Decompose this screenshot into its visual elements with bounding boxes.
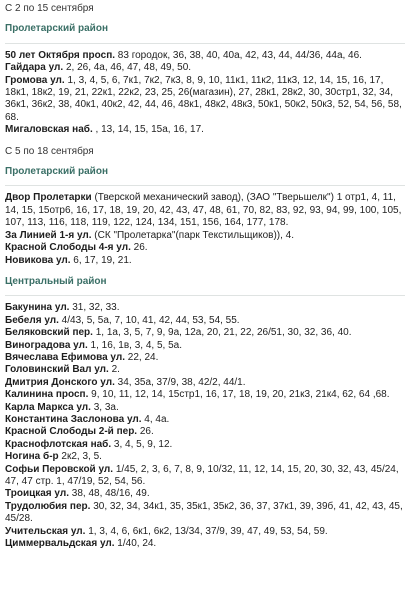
address-entry [5,538,405,550]
house-numbers: 31, 32, 33. [69,302,120,314]
spacer [5,137,405,146]
house-numbers: 1, 16, 1в, 3, 4, 5, 5а. [87,339,182,351]
address-entry [5,302,405,314]
street-name: Софьи Перовской ул. [5,463,114,475]
house-numbers: 22, 24. [124,351,159,363]
address-entry [5,242,405,254]
address-entry [5,488,405,500]
house-numbers: 4/43, 5, 5а, 7, 10, 41, 42, 44, 53, 54, 55. [58,314,240,326]
house-numbers: 1, 3, 4, 5, 6, 7к1, 7к2, 7к3, 8, 9, 10, 11к1, 11к2, 11к3, 12, 14, 15, 16, 17, 18к1, 18к2, 19, 21, 22к1, 22к2, 23, 25, 26(магазин), 27, 28к1, 28к2, 30, 30стр1, 32, 34, 36к1, 36к2, 38, 40к1, 40к2, 42, 44, 46, 48к1, 48к2, 48к3, 50к1, 50к2, 50к3, 52, 54, 56, 58, 68. [5,74,402,123]
address-entry [5,230,405,242]
street-name: Беляковский пер. [5,327,93,339]
house-numbers: 2. [108,364,120,376]
street-name: Бебеля ул. [5,314,59,326]
address-entry [5,192,405,229]
divider [5,295,405,296]
address-entry [5,402,405,414]
street-name: 50 лет Октября просп. [5,49,116,61]
street-name: Карла Маркса ул. [5,401,91,413]
street-name: Бакунина ул. [5,302,70,314]
street-name: Новикова ул. [5,254,71,266]
street-name: Двор Пролетарки [5,192,92,204]
address-entry [5,526,405,538]
divider [5,185,405,186]
address-entry [5,377,405,389]
house-numbers: 83 городок, 36, 38, 40, 40а, 42, 43, 44, 44/36, 44а, 46. [115,49,362,61]
district-heading: Пролетарский район [5,23,108,35]
house-numbers: 34, 35а, 37/9, 38, 42/2, 44/1. [114,376,246,388]
address-entry [5,451,405,463]
street-name: Учительская ул. [5,525,86,537]
house-numbers: , 13, 14, 15, 15а, 16, 17. [92,124,204,136]
period-heading: С 5 по 18 сентября [5,145,94,157]
district-heading: Пролетарский район [5,166,108,178]
house-numbers: 1, 1а, 3, 5, 7, 9, 9а, 12а, 20, 21, 22, 26/51, 30, 32, 36, 40. [92,327,352,339]
street-name: Трудолюбия пер. [5,500,91,512]
address-entry [5,50,405,62]
house-numbers: 1/40, 24. [114,538,157,550]
street-name: Мигаловская наб. [5,124,93,136]
address-entry [5,75,405,125]
house-numbers: 9, 10, 11, 12, 14, 15стр1, 16, 17, 18, 19, 20, 21к3, 21к4, 62, 64 ,68. [88,389,390,401]
address-entry [5,439,405,451]
spacer [5,267,405,276]
address-entry [5,124,405,136]
street-name: Дмитрия Донского ул. [5,376,115,388]
address-entry [5,364,405,376]
house-numbers: 1/45, 2, 3, 6, 7, 8, 9, 10/32, 11, 12, 14, 15, 20, 30, 32, 43, 45/24, 47, 47 стр. 1, 47/19, 52, 54, 56. [5,463,399,487]
house-numbers: (СК "Пролетарка"(парк Текстильщиков)), 4. [91,229,295,241]
street-name: Красной Слободы 4-я ул. [5,242,131,254]
street-name: Краснофлотская наб. [5,438,112,450]
house-numbers: 2к2, 3, 5. [58,451,102,463]
street-name: За Линией 1-я ул. [5,229,92,241]
street-name: Циммервальдская ул. [5,538,115,550]
street-name: Вячеслава Ефимова ул. [5,351,125,363]
house-numbers: 3, 4, 5, 9, 12. [111,438,173,450]
house-numbers: 26. [137,426,154,438]
district-heading: Центральный район [5,275,107,287]
address-entry [5,315,405,327]
house-numbers: 2, 26, 4а, 46, 47, 48, 49, 50. [63,62,192,74]
address-entry [5,414,405,426]
street-name: Калинина просп. [5,389,89,401]
street-name: Виноградова ул. [5,339,88,351]
house-numbers: 4, 4а. [141,413,170,425]
address-entry [5,426,405,438]
street-name: Громова ул. [5,74,65,86]
street-name: Красной Слободы 2-й пер. [5,426,138,438]
period-heading: С 2 по 15 сентября [5,3,94,14]
address-entry [5,389,405,401]
address-entry [5,501,405,526]
house-numbers: 6, 17, 19, 21. [70,254,132,266]
street-name: Гайдара ул. [5,62,64,74]
address-entry [5,464,405,489]
street-name: Константина Заслонова ул. [5,413,142,425]
address-entry [5,62,405,74]
house-numbers: (Тверской механический завод), (ЗАО "Тверьшелк") 1 отр1, 4, 11, 14, 15, 15отр6, 16, 17, 18, 19, 20, 42, 43, 47, 48, 61, 70, 82, 83, 92, 93, 94, 99, 100, 105, 107, 113, 116, 118, 119, 122, 124, 134, 151, 156, 164, 177, 178. [5,192,402,229]
street-name: Головинский Вал ул. [5,364,109,376]
house-numbers: 3, 3а. [90,401,119,413]
house-numbers: 1, 3, 4, 6, 6к1, 6к2, 13/34, 37/9, 39, 47, 49, 53, 54, 59. [85,525,328,537]
house-numbers: 38, 48, 48/16, 49. [68,488,150,500]
address-entry [5,327,405,339]
house-numbers: 30, 32, 34, 34к1, 35, 35к1, 35к2, 36, 37, 37к1, 39, 39б, 41, 42, 43, 45, 45/28. [5,500,403,525]
street-name: Ногина б-р [5,451,59,463]
divider [5,43,405,44]
address-entry [5,255,405,267]
house-numbers: 26. [130,242,148,254]
street-name: Троицкая ул. [5,488,69,500]
address-entry [5,340,405,352]
address-entry [5,352,405,364]
